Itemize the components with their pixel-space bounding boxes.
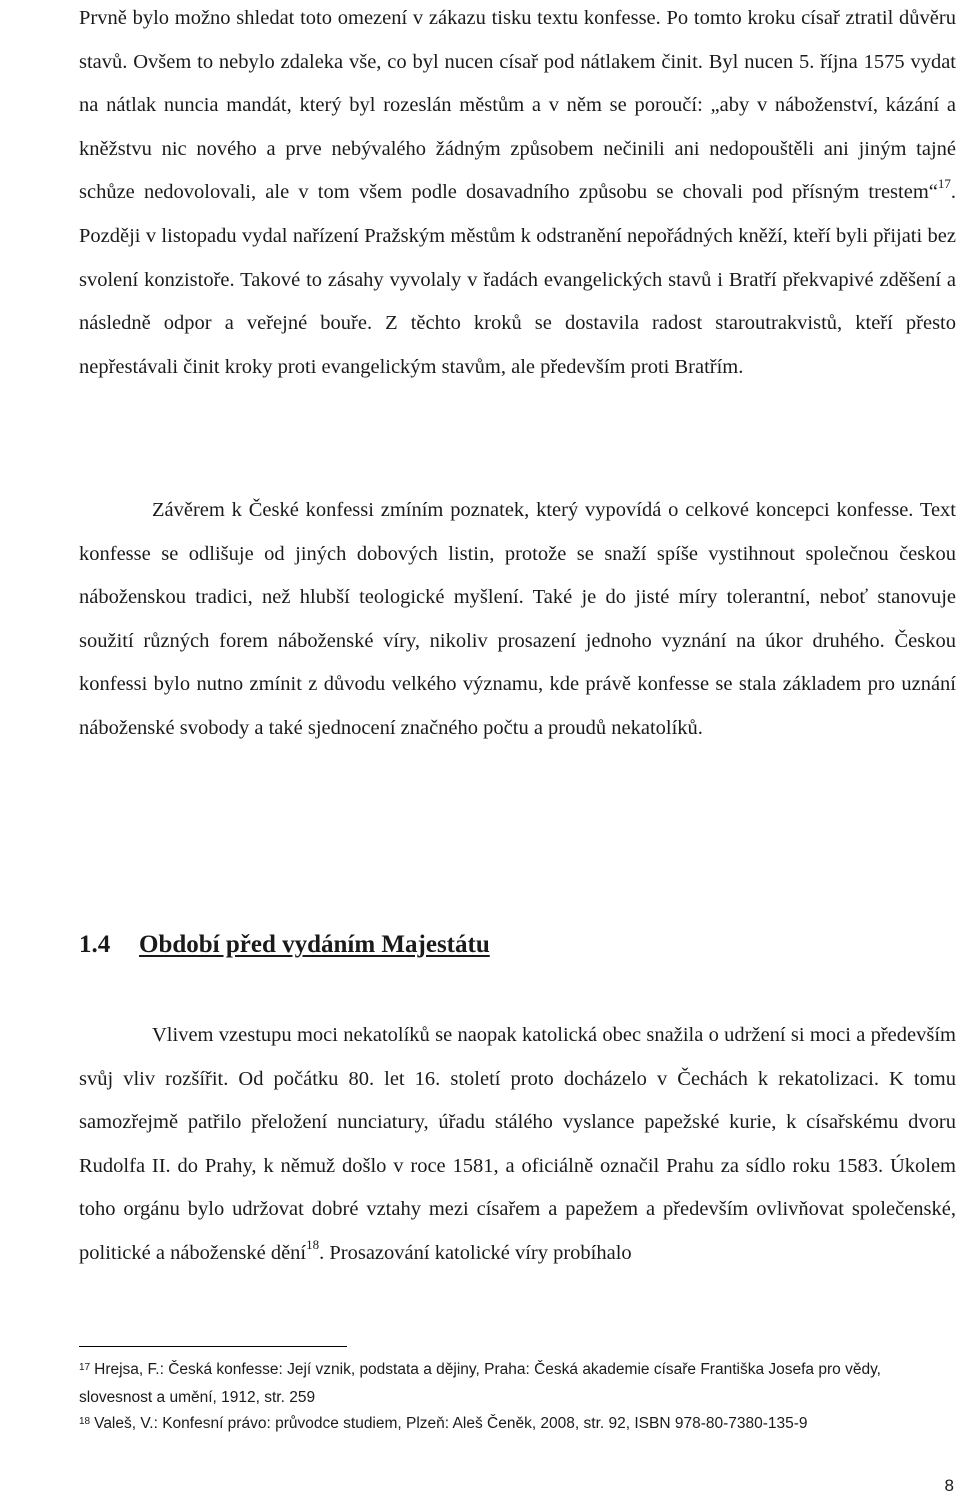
- footnotes: [79, 1357, 956, 1439]
- footnote-ref-17[interactable]: 17: [937, 176, 951, 192]
- footnote-18: [79, 1411, 956, 1439]
- paragraph-3-text-b: . Prosazování katolické víry probíhalo: [319, 1241, 632, 1264]
- footnote-18-text: Valeš, V.: Konfesní právo: průvodce studiem, Plzeň: Aleš Čeněk, 2008, str. 92, ISBN 978-80-7380-135-9: [94, 1415, 808, 1432]
- section-number: 1.4: [79, 931, 111, 958]
- paragraph-2: Závěrem k České konfessi zmíním poznatek, který vypovídá o celkové koncepci konfesse. Text konfesse se odlišuje od jiných dobových listin, protože se snaží spíše vystihnout společnou českou náboženskou tradici, než hlubší teologické myšlení. Také je do jisté míry tolerantní, neboť stanovuje soužití různých forem náboženské víry, nikoliv prosazení jednoho vyznání na úkor druhého. Českou konfessi bylo nutno zmínit z důvodu velkého významu, kde právě konfesse se stala základem pro uznání náboženské svobody a také sjednocení značného počtu a proudů nekatolíků.: [79, 499, 956, 739]
- paragraph-1: [79, 0, 956, 389]
- paragraph-1-text-a: Prvně bylo možno shledat toto omezení v zákazu tisku textu konfesse. Po tomto kroku císař ztratil důvěru stavů. Ovšem to nebylo zdaleka vše, co byl nucen císař pod nátlakem činit. Byl nucen 5. října 1575 vydat na nátlak nuncia mandát, který byl rozeslán městům a v něm se poroučí: „aby v náboženství, kázání a kněžstvu nic nového a prve nebývalého žádným způsobem nečinili ani nedopouštěli ani jiným tajné schůze nedovolovali, ale v tom všem podle dosavadního způsobu se chovali pod přísným trestem“: [79, 7, 956, 204]
- paragraph-3-text-a: Vlivem vzestupu moci nekatolíků se naopak katolická obec snažila o udržení si moci a především svůj vliv rozšířit. Od počátku 80. let 16. století proto docházelo v Čechách k rekatolizaci. K tomu samozřejmě patřilo přeložení nunciatury, úřadu stálého vyslance papežské kurie, k císařskému dvoru Rudolfa II. do Prahy, k němuž došlo v roce 1581, a oficiálně označil Prahu za sídlo roku 1583. Úkolem toho orgánu bylo udržovat dobré vztahy mezi císařem a papežem a především ovlivňovat společenské, politické a náboženské dění: [79, 1024, 956, 1264]
- section-heading: [79, 925, 490, 965]
- section-title: Období před vydáním Majestátu: [139, 931, 490, 958]
- page-number: 8: [944, 1476, 954, 1495]
- footnote-separator: [79, 1346, 347, 1347]
- footnote-ref-18[interactable]: 18: [306, 1236, 320, 1252]
- footnote-17-number: 17: [79, 1362, 91, 1373]
- footnote-18-number: 18: [79, 1416, 91, 1427]
- footnote-17: [79, 1357, 956, 1411]
- footnote-17-text: Hrejsa, F.: Česká konfesse: Její vznik, podstata a dějiny, Praha: Česká akademie císaře Františka Josefa pro vědy, slovesnost a umění, 1912, str. 259: [79, 1361, 881, 1406]
- paragraph-1-text-b: . Později v listopadu vydal nařízení Pražským městům k odstranění nepořádných kněží, kteří byli přijati bez svolení konzistoře. Takové to zásahy vyvolaly v řadách evangelických stavů i Bratří překvapivé zděšení a následně odpor a veřejné bouře. Z těchto kroků se dostavila radost staroutrakvistů, kteří přesto nepřestávali činit kroky proti evangelickým stavům, ale především proti Bratřím.: [79, 181, 956, 378]
- paragraph-3: [79, 1014, 956, 1276]
